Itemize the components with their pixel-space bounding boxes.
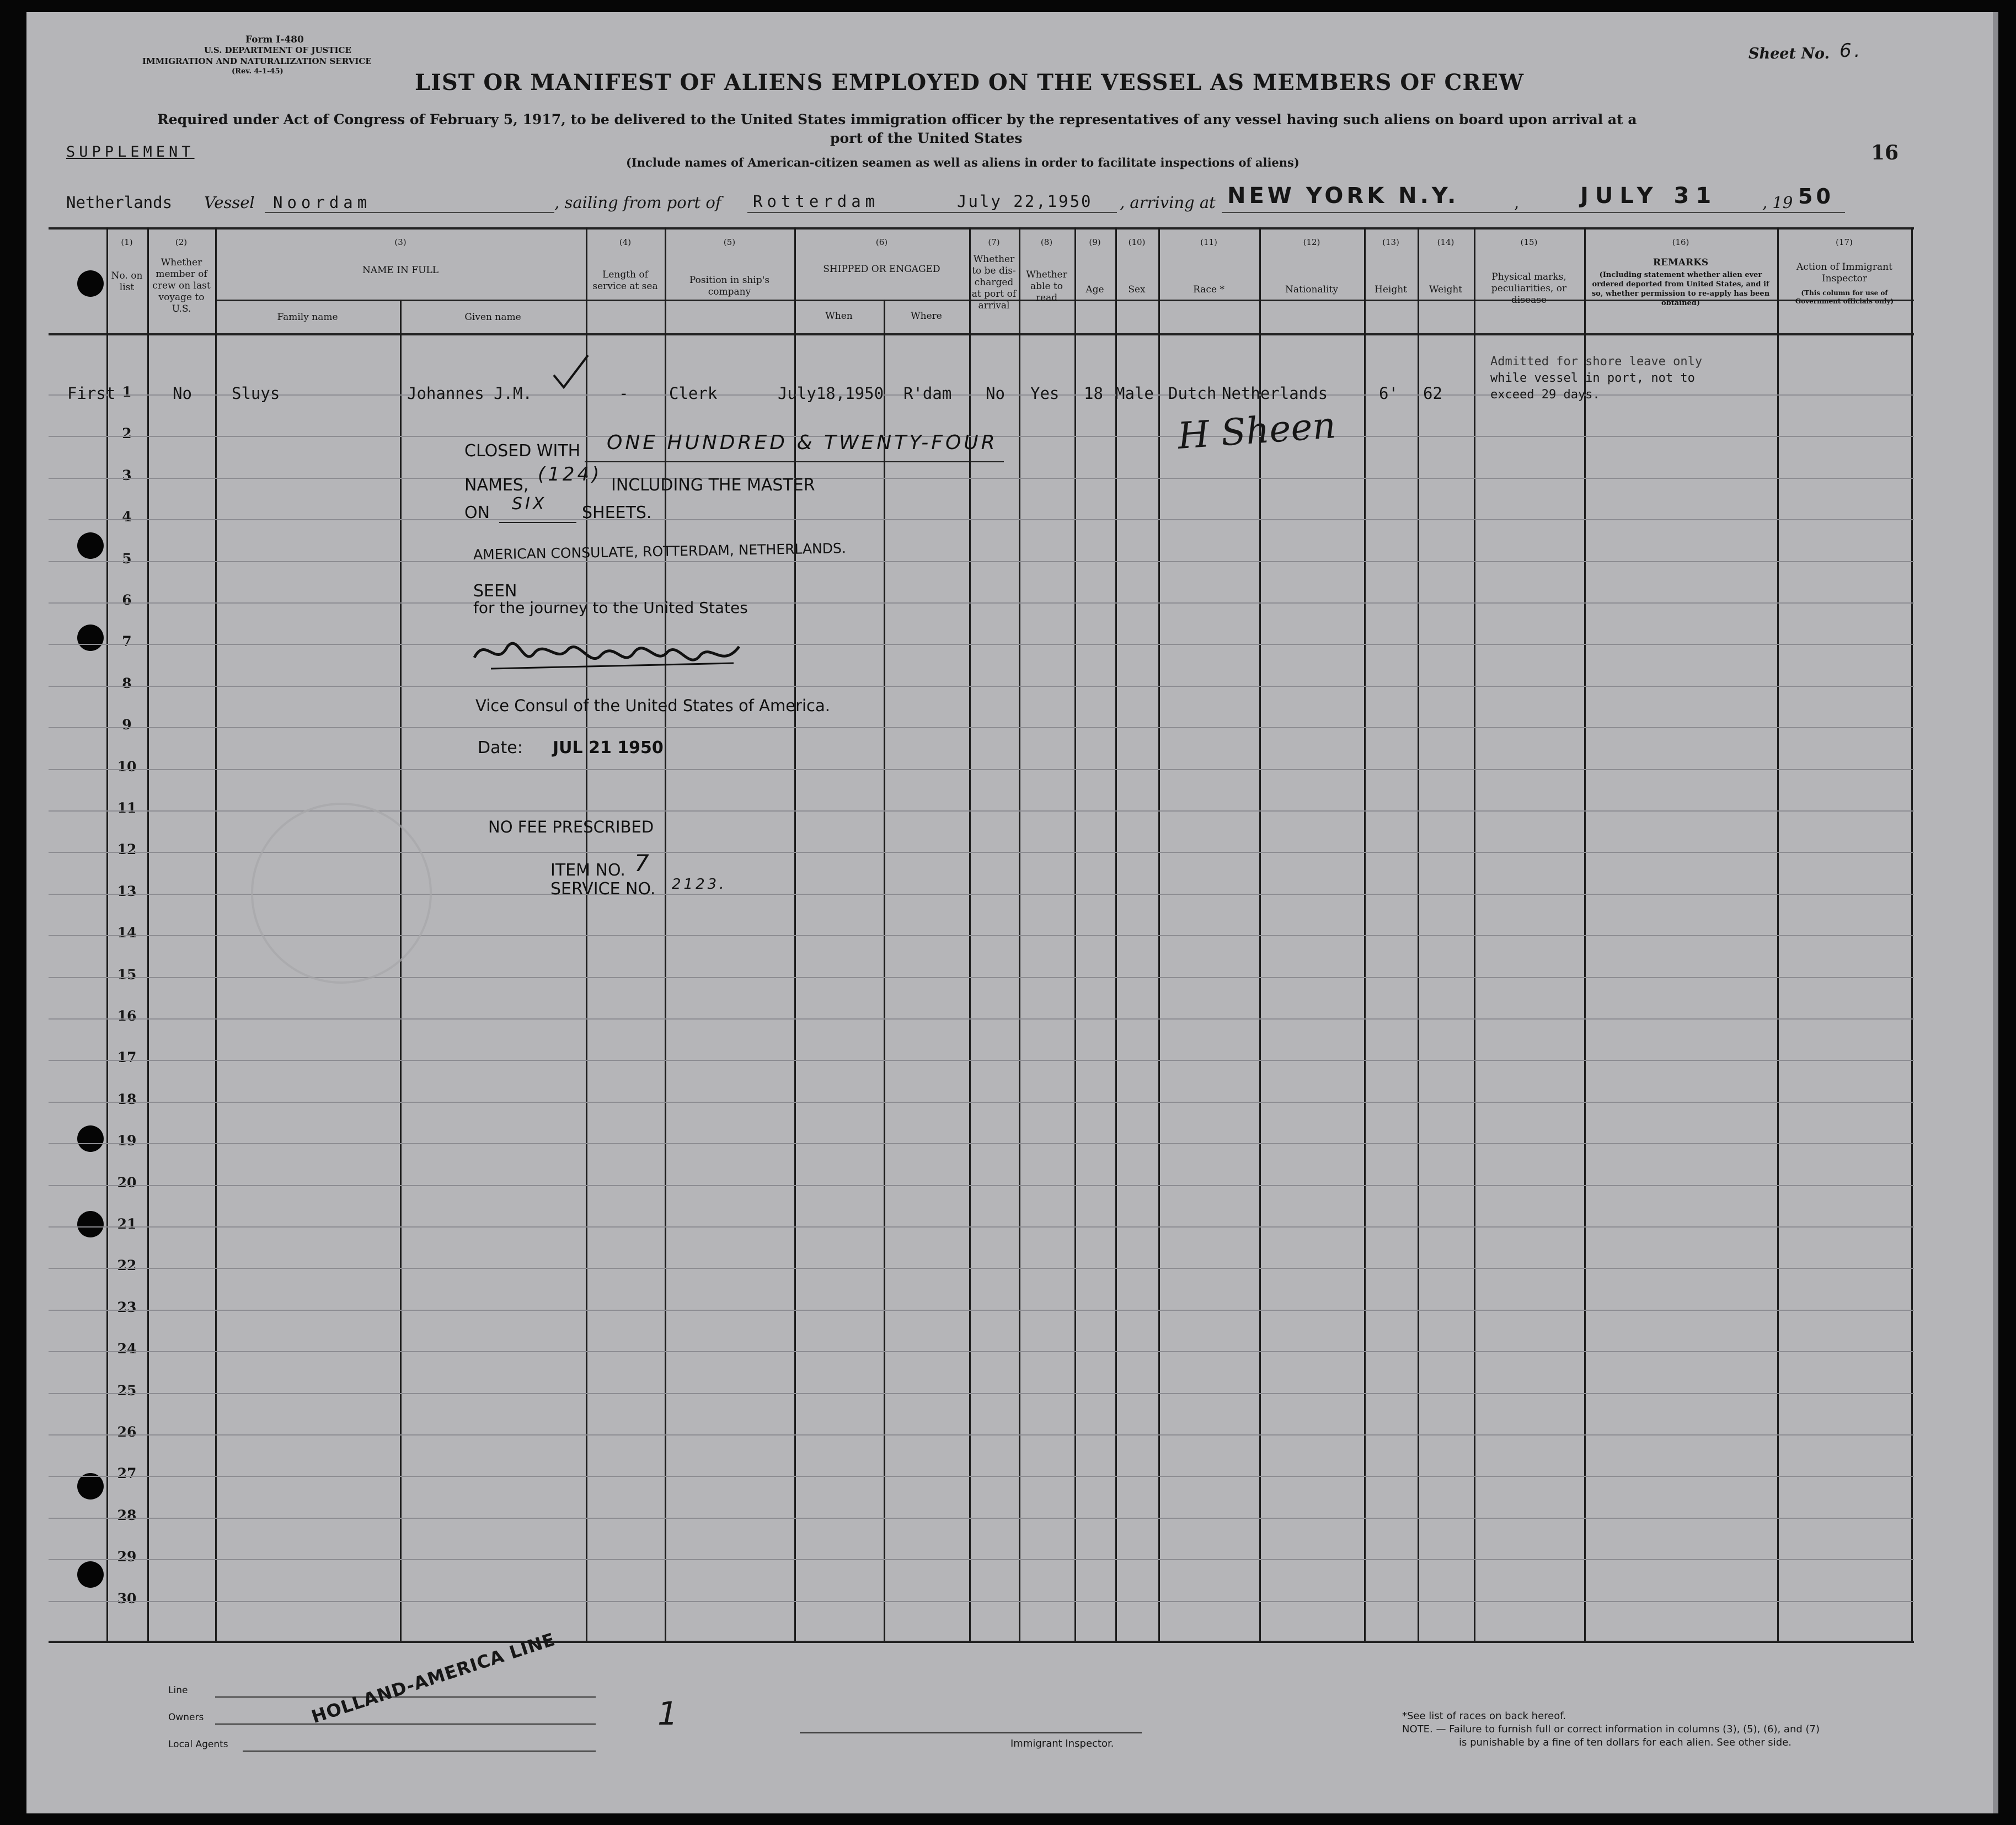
row-rule — [49, 394, 1914, 396]
col-head-remarks: REMARKS — [1653, 257, 1709, 268]
row-rule — [49, 769, 1914, 770]
col-num-14: (14) — [1437, 237, 1454, 247]
entry-weight: 62 — [1423, 384, 1442, 403]
row-rule — [49, 478, 1914, 479]
row-rule — [49, 1601, 1914, 1602]
revision: (Rev. 4-1-45) — [232, 67, 284, 76]
seen-label: SEEN — [473, 581, 517, 601]
entry-when: July18,1950 — [778, 384, 884, 403]
departure-port: Rotterdam — [753, 192, 880, 211]
row-rule — [49, 1351, 1914, 1352]
col-num-8: (8) — [1040, 237, 1053, 247]
col-head-age: Age — [1085, 284, 1104, 295]
col-num-13: (13) — [1382, 237, 1399, 247]
row-rule — [49, 1518, 1914, 1519]
entry-age: 18 — [1084, 384, 1103, 403]
col-head-no-on-list: No. on list — [111, 270, 143, 293]
col-head-race: Race * — [1193, 284, 1224, 295]
entry-sex: Male — [1115, 384, 1154, 403]
entry-read: Yes — [1030, 384, 1060, 403]
row-rule — [49, 644, 1914, 645]
note-line-1: NOTE. — Failure to furnish full or correct information in columns (3), (5), (6), and (7) — [1402, 1723, 1820, 1735]
col-num-16: (16) — [1672, 237, 1689, 247]
entry-race: Dutch — [1168, 384, 1217, 403]
entry-remarks-1: Admitted for shore leave only — [1490, 355, 1703, 369]
row-rule — [49, 1393, 1914, 1394]
department: U.S. DEPARTMENT OF JUSTICE — [204, 45, 351, 55]
row-rule — [49, 1434, 1914, 1436]
entry-remarks-2: while vessel in port, not to — [1490, 371, 1695, 385]
entry-where: R'dam — [903, 384, 952, 403]
row-number: 18 — [117, 1091, 137, 1107]
col-head-inspector-note: (This column for use of Government officials only) — [1795, 289, 1894, 305]
row-number: 16 — [117, 1008, 137, 1024]
consul-signature — [469, 630, 745, 682]
entry-position: Clerk — [669, 384, 718, 403]
row-rule — [49, 1476, 1914, 1477]
entry-list-label: First — [67, 384, 116, 403]
arrival-comma: , — [1514, 193, 1520, 212]
form-title: LIST OR MANIFEST OF ALIENS EMPLOYED ON THE VESSEL AS MEMBERS OF CREW — [415, 70, 1525, 95]
note-line-2: is punishable by a fine of ten dollars for each alien. See other side. — [1459, 1737, 1792, 1748]
inspector-label: Immigrant Inspector. — [1010, 1738, 1114, 1749]
col-head-sex: Sex — [1128, 284, 1146, 295]
col-head-weight: Weight — [1429, 284, 1463, 295]
journey-label: for the journey to the United States — [473, 599, 748, 617]
row-number: 3 — [122, 467, 132, 483]
col-num-6: (6) — [875, 237, 888, 247]
consulate-name: AMERICAN CONSULATE, ROTTERDAM, NETHERLANDS. — [473, 540, 847, 563]
col-head-height: Height — [1375, 284, 1407, 295]
col-head-nationality: Nationality — [1285, 284, 1338, 295]
punch-hole — [77, 1561, 104, 1588]
row-rule — [49, 1268, 1914, 1269]
arrival-port: NEW YORK N.Y. — [1227, 183, 1459, 209]
sheet-no-label: Sheet No. — [1748, 45, 1830, 62]
race-note: *See list of races on back hereof. — [1402, 1710, 1566, 1722]
col-num-1: (1) — [121, 237, 133, 247]
row-number: 26 — [117, 1424, 137, 1440]
service-no: 2123. — [672, 876, 727, 893]
punch-hole — [77, 1125, 104, 1152]
row-rule — [49, 1018, 1914, 1020]
row-rule — [49, 1185, 1914, 1186]
col-num-11: (11) — [1200, 237, 1217, 247]
punch-hole — [77, 625, 104, 651]
row-number: 14 — [117, 925, 137, 941]
vice-consul-label: Vice Consul of the United States of America. — [475, 696, 830, 715]
consular-date: JUL 21 1950 — [553, 738, 664, 757]
entry-last-voyage: No — [173, 384, 192, 403]
flag-nationality: Netherlands — [66, 193, 173, 212]
service-no-label: SERVICE NO. — [550, 879, 656, 899]
footer-mark: 1 — [657, 1695, 681, 1732]
row-number: 27 — [117, 1465, 137, 1482]
col-num-17: (17) — [1836, 237, 1853, 247]
form-subtitle-1: Required under Act of Congress of February 5, 1917, to be delivered to the United States immigration officer by the representatives of any vessel having such aliens on board upon arrival at a — [157, 111, 1637, 127]
col-num-10: (10) — [1128, 237, 1146, 247]
punch-hole — [77, 270, 104, 297]
closed-with-label: CLOSED WITH — [464, 441, 581, 461]
row-number: 10 — [117, 758, 137, 775]
col-head-where: Where — [911, 311, 942, 322]
row-number: 6 — [122, 592, 132, 608]
entry-given-name: Johannes J.M. — [407, 384, 532, 403]
arrival-date: JULY 31 — [1580, 183, 1718, 209]
arrival-year: 50 — [1798, 184, 1834, 209]
row-number: 30 — [117, 1590, 137, 1607]
row-rule — [49, 727, 1914, 728]
col-num-4: (4) — [619, 237, 632, 247]
col-head-service: Length of service at sea — [592, 269, 658, 292]
include-note: (Include names of American-citizen seamen as well as aliens in order to facilitate inspections of aliens) — [626, 156, 1300, 169]
row-number: 29 — [117, 1549, 137, 1565]
col-num-9: (9) — [1089, 237, 1101, 247]
row-number: 28 — [117, 1507, 137, 1523]
arrival-year-prefix: , 19 — [1762, 193, 1793, 212]
closed-count-words: ONE HUNDRED & TWENTY-FOUR — [607, 431, 998, 454]
row-number: 22 — [117, 1257, 137, 1274]
row-rule — [49, 686, 1914, 687]
form-number: Form I-480 — [245, 34, 304, 45]
date-label: Date: — [478, 738, 523, 757]
row-number: 23 — [117, 1299, 137, 1315]
col-head-given-name: Given name — [464, 312, 521, 323]
row-number: 1 — [122, 384, 132, 400]
sailing-date: July 22,1950 — [957, 192, 1093, 211]
row-number: 19 — [117, 1133, 137, 1149]
item-no: 7 — [634, 850, 652, 877]
row-rule — [49, 519, 1914, 520]
sailing-label: , sailing from port of — [554, 193, 721, 212]
row-rule — [49, 1143, 1914, 1144]
col-num-3: (3) — [394, 237, 407, 247]
col-head-when: When — [825, 311, 853, 322]
col-num-7: (7) — [988, 237, 1000, 247]
col-head-shipped: SHIPPED OR ENGAGED — [823, 264, 940, 275]
names-label: NAMES, — [464, 476, 529, 495]
arriving-label: , arriving at — [1120, 193, 1216, 212]
col-head-read: Whether able to read — [1026, 269, 1067, 303]
row-rule — [49, 1102, 1914, 1103]
col-num-15: (15) — [1520, 237, 1538, 247]
sheets-count: SIX — [512, 494, 547, 514]
closed-count-number: (124) — [538, 463, 602, 485]
col-num-12: (12) — [1303, 237, 1320, 247]
col-head-physical-marks: Physical marks, peculiarities, or disease — [1491, 271, 1567, 306]
company-stamp: HOLLAND-AMERICA LINE — [309, 1629, 558, 1728]
seal-impression — [251, 803, 432, 984]
row-rule — [49, 1310, 1914, 1311]
col-num-5: (5) — [723, 237, 736, 247]
check-mark — [552, 353, 590, 394]
no-fee-label: NO FEE PRESCRIBED — [488, 818, 654, 836]
form-subtitle-2: port of the United States — [830, 130, 1023, 146]
page-number: 16 — [1871, 141, 1899, 164]
col-head-remarks-note: (Including statement whether alien ever ordered deported from United States, and if so, whether permission to re-apply has been obtained) — [1591, 271, 1770, 307]
entry-remarks-3: exceed 29 days. — [1490, 388, 1600, 402]
row-number: 20 — [117, 1174, 137, 1191]
row-number: 5 — [122, 550, 132, 567]
entry-nationality: Netherlands — [1222, 384, 1328, 403]
entry-family-name: Sluys — [232, 384, 280, 403]
row-number: 7 — [122, 633, 132, 650]
row-number: 25 — [117, 1382, 137, 1399]
row-number: 21 — [117, 1216, 137, 1232]
vessel-label: Vessel — [204, 193, 255, 212]
including-master: INCLUDING THE MASTER — [611, 476, 815, 495]
row-number: 9 — [122, 717, 132, 733]
line-label: Line — [168, 1685, 188, 1696]
row-rule — [49, 1559, 1914, 1560]
sheets-label: SHEETS. — [582, 503, 652, 522]
vessel-name: Noordam — [273, 193, 372, 212]
row-number: 2 — [122, 425, 132, 442]
entry-service: - — [619, 384, 629, 403]
col-head-discharged: Whether to be dis-charged at port of arrival — [971, 254, 1017, 311]
col-num-2: (2) — [175, 237, 188, 247]
row-rule — [49, 561, 1914, 562]
col-head-family-name: Family name — [277, 312, 338, 323]
row-number: 4 — [122, 509, 132, 525]
service-name: IMMIGRATION AND NATURALIZATION SERVICE — [142, 56, 372, 66]
row-rule — [49, 1226, 1914, 1228]
punch-hole — [77, 532, 104, 559]
col-head-last-voyage: Whether member of crew on last voyage to U.S. — [152, 257, 211, 314]
row-number: 17 — [117, 1049, 137, 1066]
col-head-position: Position in ship's company — [689, 275, 770, 297]
owners-label: Owners — [168, 1712, 204, 1723]
entry-discharged: No — [986, 384, 1005, 403]
row-rule — [49, 1060, 1914, 1061]
supplement-label: SUPPLEMENT — [66, 143, 195, 161]
row-number: 11 — [117, 800, 137, 816]
inspector-signature: H Sheen — [1176, 404, 1338, 457]
sheet-no: 6. — [1839, 40, 1863, 62]
item-no-label: ITEM NO. — [550, 861, 625, 880]
col-head-name-in-full: NAME IN FULL — [362, 265, 439, 276]
local-agents-label: Local Agents — [168, 1739, 228, 1750]
row-number: 24 — [117, 1341, 137, 1357]
col-head-inspector: Action of Immigrant Inspector — [1796, 262, 1892, 284]
row-number: 12 — [117, 841, 137, 858]
row-number: 8 — [122, 675, 132, 691]
row-number: 15 — [117, 966, 137, 983]
row-number: 13 — [117, 883, 137, 899]
punch-hole — [77, 1211, 104, 1237]
row-rule — [49, 602, 1914, 604]
entry-height: 6' — [1379, 384, 1398, 403]
on-label: ON — [464, 503, 490, 522]
